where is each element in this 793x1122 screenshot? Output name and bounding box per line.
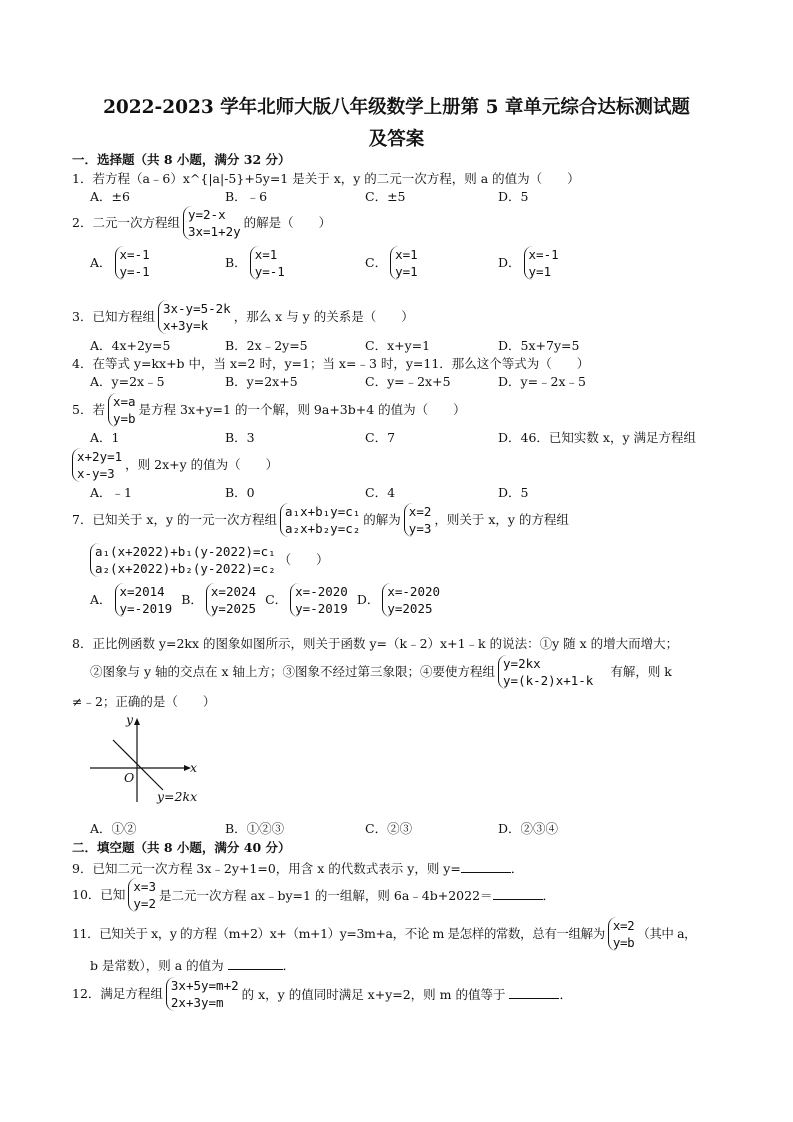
q11-blank[interactable] bbox=[228, 956, 283, 970]
q7-opt-b: B． x=2024 y=2025 bbox=[181, 584, 257, 616]
q3-system: 3x-y=5-2k x+3y=k bbox=[158, 300, 231, 334]
q3-opt-d: D．5x+7y=5 bbox=[498, 338, 580, 353]
q1-opt-d: D．5 bbox=[498, 189, 529, 204]
doc-title-line2: 及答案 bbox=[368, 129, 425, 150]
q9-blank[interactable] bbox=[461, 859, 511, 873]
q4-opt-c: C．y=﹣2x+5 bbox=[365, 374, 451, 389]
q7-system2: a₁(x+2022)+b₁(y-2022)=c₁ a₂(x+2022)+b₂(y-2022)=c₂ bbox=[90, 543, 276, 577]
q5-row bbox=[72, 393, 466, 427]
q11-line2: b 是常数），则 a 的值为 ． bbox=[90, 958, 296, 973]
q1-opt-b: B．﹣6 bbox=[225, 189, 268, 204]
q1-opt-c: C．±5 bbox=[365, 189, 406, 204]
q7-row bbox=[72, 503, 569, 537]
graph-x-label: x bbox=[190, 760, 198, 775]
q2-row bbox=[72, 206, 331, 240]
q5-opt-c: C．7 bbox=[365, 430, 396, 445]
q3-opt-a: A．4x+2y=5 bbox=[90, 338, 171, 353]
q7-mid: 的解为 bbox=[363, 512, 401, 527]
q2-options bbox=[90, 246, 562, 280]
q10-row bbox=[72, 878, 555, 912]
q3-opt-c: C．x+y=1 bbox=[365, 338, 431, 353]
q3-pre: 3．已知方程组 bbox=[72, 309, 155, 324]
q11-row bbox=[72, 917, 696, 951]
line-y-2kx bbox=[113, 740, 163, 790]
q6-system: x+2y=1 x-y=3 bbox=[72, 448, 122, 482]
q4-opt-b: B．y=2x+5 bbox=[225, 374, 298, 389]
q2-opt-a: A． x=-1 y=-1 bbox=[90, 247, 150, 279]
q7-post: ，则关于 x，y 的方程组 bbox=[434, 512, 569, 527]
q7-solution: x=2 y=3 bbox=[404, 503, 432, 537]
q5-opt-a: A．1 bbox=[90, 430, 120, 445]
section-heading-choice: 一．选择题（共 8 小题，满分 32 分） bbox=[72, 152, 291, 167]
q8-line3: ≠﹣2；正确的是（ ） bbox=[72, 694, 216, 709]
q7-opt-a: A． x=2014 y=-2019 bbox=[90, 584, 173, 616]
q11-post: （其中 a， bbox=[637, 926, 697, 941]
q3-opt-b: B．2x﹣2y=5 bbox=[225, 338, 308, 353]
q11-pre: 11．已知关于 x，y 的方程（m+2）x+（m+1）y=3m+a，不论 m 是怎样的常数，总有一组解为 bbox=[72, 926, 605, 941]
q12-post: 的 x，y 的值同时满足 x+y=2，则 m 的值等于 ． bbox=[241, 987, 572, 1002]
q8-row2 bbox=[90, 655, 672, 689]
q2-system: y=2-x 3x=1+2y bbox=[183, 206, 241, 240]
q4-opt-d: D．y=﹣2x﹣5 bbox=[498, 374, 587, 389]
graph-origin-label: O bbox=[124, 770, 135, 785]
q8-system: y=2kx y=(k-2)x+1-k bbox=[498, 655, 593, 689]
q12-pre: 12．满足方程组 bbox=[72, 986, 163, 1001]
q7-opt-c: C． x=-2020 y=-2019 bbox=[265, 584, 348, 616]
doc-title-line1: 2022-2023 学年北师大版八年级数学上册第 5 章单元综合达标测试题 bbox=[103, 97, 690, 118]
q7-row2 bbox=[87, 543, 329, 577]
q8-opt-a: A．①② bbox=[90, 821, 137, 836]
q6-opt-a: A．﹣1 bbox=[90, 485, 132, 500]
q7-system: a₁x+b₁y=c₁ a₂x+b₂y=c₂ bbox=[280, 503, 360, 537]
q10-blank[interactable] bbox=[493, 886, 543, 900]
q11-system: x=2 y=b bbox=[608, 917, 634, 951]
q10-system: x=3 y=2 bbox=[128, 878, 156, 912]
y-axis-arrow-icon bbox=[134, 718, 140, 725]
q2-opt-c: C． x=1 y=1 bbox=[365, 247, 418, 279]
q10-post: 是二元一次方程 ax﹣by=1 的一组解，则 6a﹣4b+2022＝ ． bbox=[158, 888, 556, 903]
q5-opt-d: D．46．已知实数 x，y 满足方程组 bbox=[498, 430, 696, 445]
q6-opt-b: B．0 bbox=[225, 485, 255, 500]
q1-text: 1．若方程（a﹣6）x^{|a|-5}+5y=1 是关于 x，y 的二元一次方程，则 a 的值为（ ） bbox=[72, 171, 580, 186]
section-heading-fill: 二．填空题（共 8 小题，满分 40 分） bbox=[72, 840, 291, 855]
q4-opt-a: A．y=2x﹣5 bbox=[90, 374, 165, 389]
q10-pre: 10．已知 bbox=[72, 887, 126, 902]
q6-row bbox=[69, 448, 278, 482]
q2-opt-d: D． x=-1 y=1 bbox=[498, 247, 559, 279]
q1-opt-a: A．±6 bbox=[90, 189, 130, 204]
q8-line2: ②图象与 y 轴的交点在 x 轴上方；③图象不经过第三象限；④要使方程组 bbox=[90, 664, 496, 679]
q12-blank[interactable] bbox=[509, 985, 559, 999]
q3-row bbox=[72, 300, 414, 334]
q2-pre: 2．二元一次方程组 bbox=[72, 215, 180, 230]
graph-y-label: y bbox=[126, 712, 134, 727]
q7-paren: （ ） bbox=[278, 552, 329, 567]
q3-post: ，那么 x 与 y 的关系是（ ） bbox=[233, 309, 414, 324]
q2-post: 的解是（ ） bbox=[243, 215, 332, 230]
q7-pre: 7．已知关于 x，y 的一元一次方程组 bbox=[72, 512, 278, 527]
q9-text: 9．已知二元一次方程 3x﹣2y+1=0，用含 x 的代数式表示 y，则 y= ． bbox=[72, 861, 524, 876]
q7-opt-d: D． x=-2020 y=2025 bbox=[356, 584, 441, 616]
q8-opt-c: C．②③ bbox=[365, 821, 413, 836]
q8-line1: 8．正比例函数 y=2kx 的图象如图所示，则关于函数 y=（k﹣2）x+1﹣k 的说法：①y 随 x 的增大而增大； bbox=[72, 636, 679, 651]
q5-system: x=a y=b bbox=[108, 393, 136, 427]
q12-row bbox=[72, 977, 572, 1011]
q5-pre: 5．若 bbox=[72, 402, 105, 417]
q4-text: 4．在等式 y=kx+b 中，当 x=2 时，y=1；当 x=﹣3 时，y=11．那么这个等式为（ ） bbox=[72, 356, 590, 371]
q2-opt-b: B． x=1 y=-1 bbox=[225, 247, 285, 279]
q5-opt-b: B．3 bbox=[225, 430, 255, 445]
q12-system: 3x+5y=m+2 2x+3y=m bbox=[166, 977, 239, 1011]
q6-opt-c: C．4 bbox=[365, 485, 396, 500]
q8-opt-b: B．①②③ bbox=[225, 821, 285, 836]
q5-post: 是方程 3x+y=1 的一个解，则 9a+3b+4 的值为（ ） bbox=[138, 402, 466, 417]
q6-opt-d: D．5 bbox=[498, 485, 529, 500]
q7-options bbox=[90, 583, 443, 617]
q8-line2b: 有解，则 k bbox=[610, 664, 672, 679]
q8-opt-d: D．②③④ bbox=[498, 821, 559, 836]
graph-line-label: y=2kx bbox=[157, 789, 198, 804]
q6-post: ，则 2x+y 的值为（ ） bbox=[125, 457, 279, 472]
